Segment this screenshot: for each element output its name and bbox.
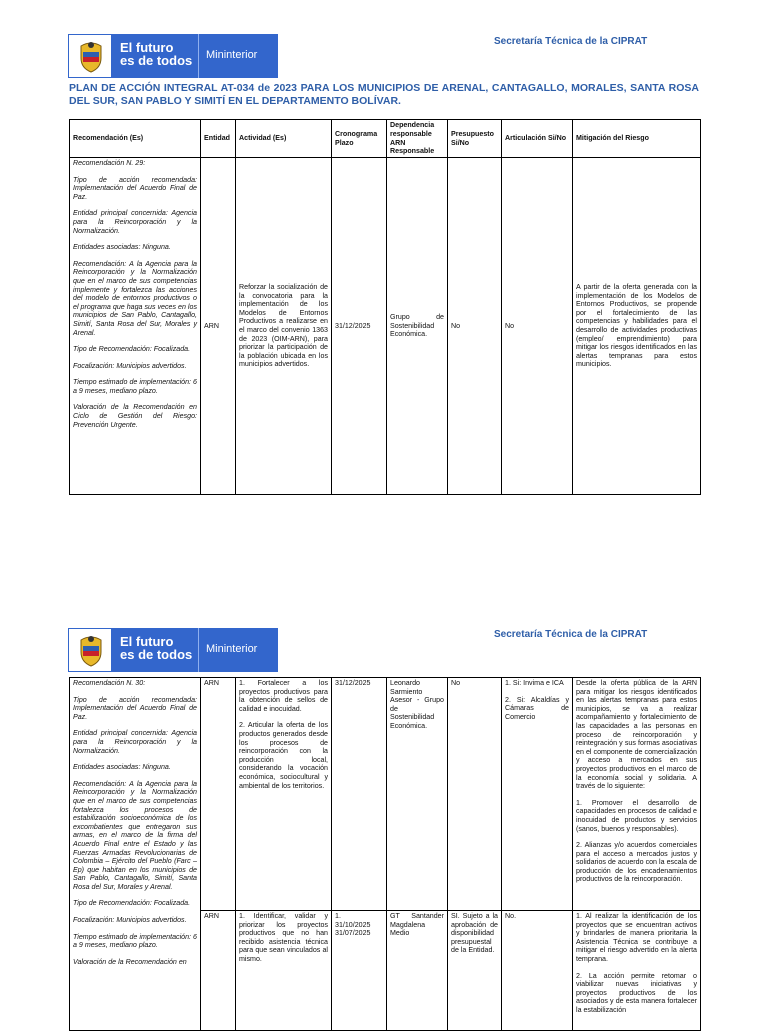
logo-separator — [198, 628, 199, 672]
action-plan-table-continued — [69, 677, 701, 1031]
schedule-cell: 1. 31/10/2025 31/07/2025 — [332, 911, 387, 1031]
budget-cell: No — [448, 678, 502, 911]
column-header: Mitigación del Riesgo — [573, 120, 701, 158]
motto: El futuro es de todos — [120, 40, 193, 68]
coat-of-arms-icon — [68, 34, 112, 78]
column-header: Entidad — [201, 120, 236, 158]
activity-cell: 1. Identificar, validar y priorizar los proyectos productivos que no han recibido asistencia técnica para que sean vinculados al mismo. — [236, 911, 332, 1031]
budget-cell: No — [448, 158, 502, 495]
logo-separator — [198, 34, 199, 78]
recommendation-cell: Recomendación N. 29: Tipo de acción recomendada: Implementación del Acuerdo Final de Paz. Entidad principal concernida: Agencia para la Reincorporación y la Normalización. Entidades asociadas: Ninguna. Recomendación: A la Agencia para la Reincorporación y la Normalización que en el marco de sus competencias implemente y fortalezca las acciones del modelo de entornos productivos o el programa que haga sus veces en los municipios de San Pablo, Cantagallo, Simití, Santa Rosa del Sur, Morales y Arenal. Tipo de Recomendación: Focalizada. Focalización: Municipios advertidos. Tiempo estimado de implementación: 6 a 9 meses, mediano plazo. Valoración de la Recomendación en Ciclo de Gestión del Riesgo: Prevención Urgente. — [70, 158, 201, 495]
articulation-cell: No. — [502, 911, 573, 1031]
responsible-cell: Grupo de Sostenibilidad Económica. — [387, 158, 448, 495]
document-title: PLAN DE ACCIÓN INTEGRAL AT-034 de 2023 PARA LOS MUNICIPIOS DE ARENAL, CANTAGALLO, MORALES, SANTA ROSA DEL SUR, SAN PABLO Y SIMITÍ EN EL DEPARTAMENTO BOLÍVAR. — [69, 82, 699, 107]
articulation-cell: No — [502, 158, 573, 495]
government-logo — [68, 628, 278, 672]
column-header: Dependencia responsable ARN Responsable — [387, 120, 448, 158]
activity-cell: 1. Fortalecer a los proyectos productivos para la obtención de sellos de calidad e inocuidad. 2. Articular la oferta de los productos generados desde los procesos de reincorporación con la producción local, considerando la vocación económica, sociocultural y ambiental de los territorios. — [236, 678, 332, 911]
ministry-name: Mininterior — [206, 643, 258, 655]
entity-cell: ARN — [201, 911, 236, 1031]
table-header-row — [70, 120, 701, 158]
table-row — [70, 158, 701, 495]
entity-cell: ARN — [201, 678, 236, 911]
activity-cell: Reforzar la socialización de la convocatoria para la implementación de los Modelos de Entornos Productivos a realizarse en el marco del convenio 1363 de 2023 (OIM-ARN), para priorizar la participación de la población ubicada en los municipios advertidos. — [236, 158, 332, 495]
motto: El futuro es de todos — [120, 634, 193, 662]
schedule-cell: 31/12/2025 — [332, 678, 387, 911]
responsible-cell: Leonardo Sarmiento Asesor - Grupo de Sostenibilidad Económica. — [387, 678, 448, 911]
column-header: Presupuesto Si/No — [448, 120, 502, 158]
schedule-cell: 31/12/2025 — [332, 158, 387, 495]
government-logo — [68, 34, 278, 78]
column-header: Actividad (Es) — [236, 120, 332, 158]
mitigation-cell: Desde la oferta pública de la ARN para mitigar los riesgos identificados en las alertas tempranas para estos municipios, se va a realizar acompañamiento y fortalecimiento de las capacidades a las personas en proceso de reincorporación y reintegración y sus formas asociativas en el componente de comercialización y acceso a mercados en sus proyectos productivos en el marco de la economía social y solidaria. A través de lo siguiente: 1. Promover el desarrollo de capacidades en procesos de calidad e inocuidad de productos y servicios (sanos, buenos y responsables). 2. Alianzas y/o acuerdos comerciales para el acceso a mercados justos y solidarios de acuerdo con la escala de producción de los encadenamientos productivos de la reincorporación. — [573, 678, 701, 911]
mitigation-cell: A partir de la oferta generada con la implementación de los Modelos de Entornos Productivos, se propende por el fortalecimiento de las competencias y habilidades para el desarrollo de actividades productivas (empleo/ emprendimiento) para mitigar los riesgos identificados en las alertas tempranas para estos municipios. — [573, 158, 701, 495]
budget-cell: SI. Sujeto a la aprobación de disponibilidad presupuestal de la Entidad. — [448, 911, 502, 1031]
column-header: Recomendación (Es) — [70, 120, 201, 158]
secretaria-header: Secretaría Técnica de la CIPRAT — [494, 629, 648, 640]
column-header: Cronograma Plazo — [332, 120, 387, 158]
column-header: Articulación Si/No — [502, 120, 573, 158]
page-2 — [0, 600, 768, 1024]
table-row — [70, 678, 701, 911]
mitigation-cell: 1. Al realizar la identificación de los proyectos que se encuentran activos y brindarles de manera prioritaria la Asistencia Técnica se contribuye a mitigar el riesgo advertido en la alerta temprana. 2. La acción permite retomar o viabilizar nuevas iniciativas y proyectos productivos de los asociados y de esta manera fortalecer la estabilización — [573, 911, 701, 1031]
action-plan-table — [69, 119, 701, 495]
secretaria-header: Secretaría Técnica de la CIPRAT — [494, 36, 648, 47]
ministry-name: Mininterior — [206, 49, 258, 61]
recommendation-cell: Recomendación N. 30: Tipo de acción recomendada: Implementación del Acuerdo Final de Paz. Entidad principal concernida: Agencia para la Reincorporación y la Normalización. Entidades asociadas: Ninguna. Recomendación: A la Agencia para la Reincorporación y la Normalización que en el marco de sus competencias fortalezca los procesos de estabilización socioeconómica de los excombatientes que entregaron sus armas, en el marco de la firma del Acuerdo Final entre el Estado y las Fuerzas Armadas Revolucionarias de Colombia – Ejército del Pueblo (Farc – Ep) que habitan en los municipios de San Pablo, Cantagallo, Simití, Santa Rosa del Sur, Morales y Arenal. Tipo de Recomendación: Focalizada. Focalización: Municipios advertidos. Tiempo estimado de implementación: 6 a 9 meses, mediano plazo. Valoración de la Recomendación en — [70, 678, 201, 1031]
responsible-cell: GT Santander Magdalena Medio — [387, 911, 448, 1031]
articulation-cell: 1. Si: Invima e ICA 2. Si: Alcaldías y Cámaras de Comercio — [502, 678, 573, 911]
entity-cell: ARN — [201, 158, 236, 495]
coat-of-arms-icon — [68, 628, 112, 672]
